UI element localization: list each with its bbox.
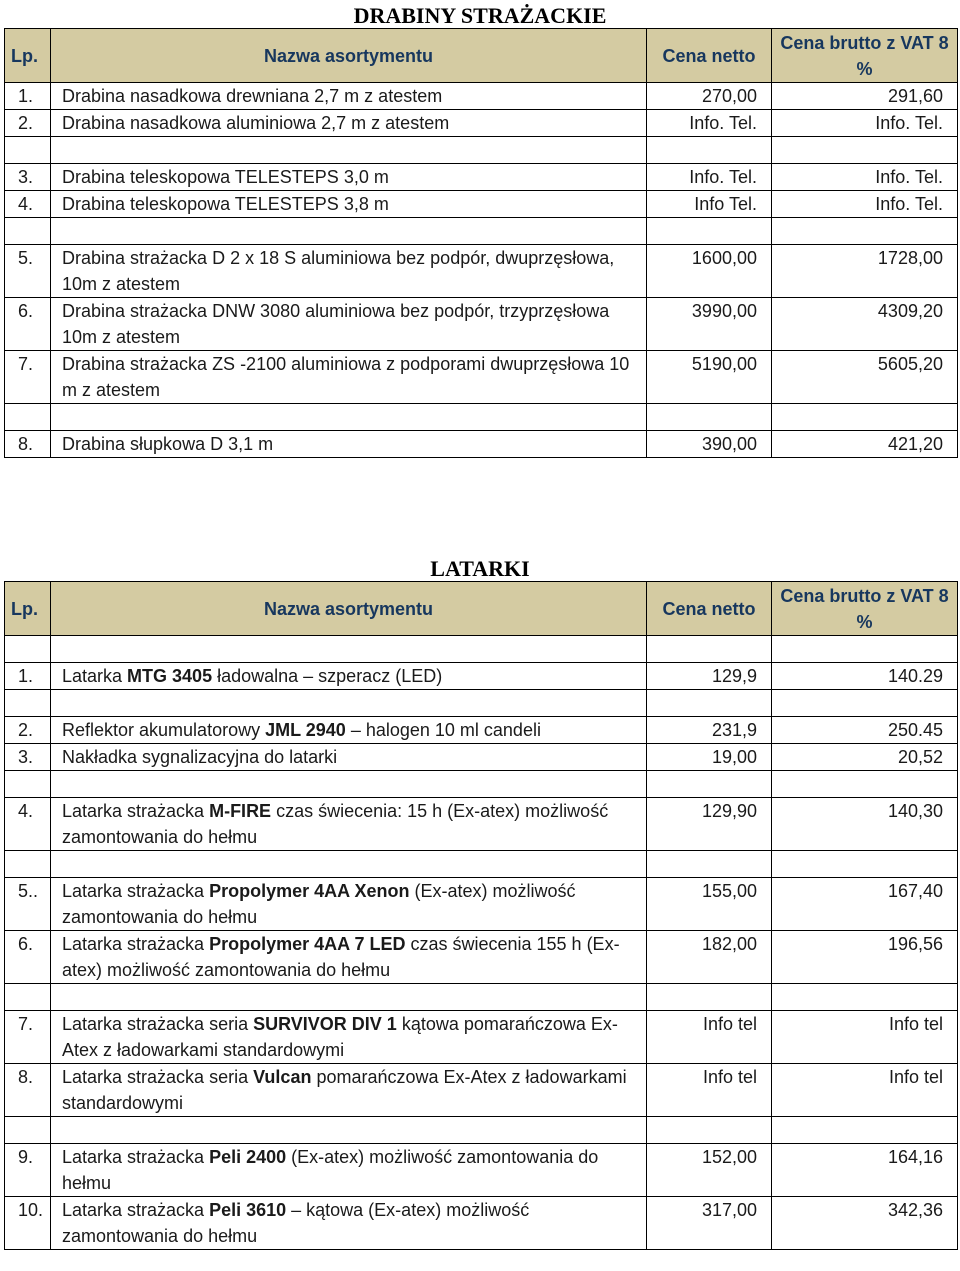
product-model: Peli 3610 xyxy=(209,1200,287,1220)
row-number: 3. xyxy=(5,744,51,771)
price-gross: 250.45 xyxy=(772,717,958,744)
price-gross: Info. Tel. xyxy=(772,110,958,137)
price-net: 3990,00 xyxy=(647,298,772,351)
row-number: 9. xyxy=(5,1144,51,1197)
product-name-text: Latarka strażacka xyxy=(62,1200,210,1220)
section-title-latarki: LATARKI xyxy=(430,556,530,581)
header-gross: Cena brutto z VAT 8 % xyxy=(772,29,958,83)
product-name: Drabina nasadkowa aluminiowa 2,7 m z atestem xyxy=(51,110,647,137)
product-name-detail: ładowalna – szperacz (LED) xyxy=(212,666,443,686)
product-name-text: Latarka xyxy=(62,666,128,686)
empty-cell xyxy=(647,218,772,245)
price-net: Info Tel. xyxy=(647,191,772,218)
product-name: Drabina strażacka D 2 x 18 S aluminiowa bez podpór, dwuprzęsłowa, 10m z atestem xyxy=(51,245,647,298)
empty-cell xyxy=(51,218,647,245)
product-name-text: Latarka strażacka seria xyxy=(62,1067,254,1087)
empty-cell xyxy=(51,984,647,1011)
product-model: Propolymer 4AA Xenon xyxy=(209,881,410,901)
table-row xyxy=(5,1011,958,1064)
price-gross: 140.29 xyxy=(772,663,958,690)
product-name xyxy=(51,931,647,984)
empty-cell xyxy=(5,771,51,798)
product-name-text: Latarka strażacka seria xyxy=(62,1014,254,1034)
product-model: Propolymer 4AA 7 LED xyxy=(209,934,406,954)
empty-cell xyxy=(647,636,772,663)
price-net: 182,00 xyxy=(647,931,772,984)
product-model: SURVIVOR DIV 1 xyxy=(253,1014,397,1034)
table-row xyxy=(5,245,958,298)
product-name-detail: – halogen 10 ml candeli xyxy=(345,720,541,740)
price-net: 231,9 xyxy=(647,717,772,744)
price-net: 129,9 xyxy=(647,663,772,690)
empty-cell xyxy=(5,851,51,878)
product-name xyxy=(51,744,647,771)
product-name: Drabina strażacka ZS -2100 aluminiowa z podporami dwuprzęsłowa 10 m z atestem xyxy=(51,351,647,404)
table-row xyxy=(5,298,958,351)
row-number: 2. xyxy=(5,717,51,744)
product-name: Drabina nasadkowa drewniana 2,7 m z atestem xyxy=(51,83,647,110)
empty-row xyxy=(5,636,958,663)
product-name xyxy=(51,798,647,851)
row-number: 10. xyxy=(5,1197,51,1250)
row-number: 3. xyxy=(5,164,51,191)
price-gross: Info tel xyxy=(772,1064,958,1117)
table-row xyxy=(5,798,958,851)
product-name xyxy=(51,1064,647,1117)
price-gross: 291,60 xyxy=(772,83,958,110)
empty-row xyxy=(5,218,958,245)
product-name: Drabina strażacka DNW 3080 aluminiowa bez podpór, trzyprzęsłowa 10m z atestem xyxy=(51,298,647,351)
empty-cell xyxy=(647,851,772,878)
product-model: JML 2940 xyxy=(265,720,346,740)
product-name xyxy=(51,1197,647,1250)
empty-cell xyxy=(772,404,958,431)
empty-cell xyxy=(647,771,772,798)
empty-cell xyxy=(5,984,51,1011)
table-row xyxy=(5,351,958,404)
product-name-detail: (Ex-atex) możliwość zamontowania do hełmu xyxy=(62,881,576,927)
product-name-detail: pomarańczowa Ex-Atex z ładowarkami standardowymi xyxy=(62,1067,627,1113)
product-name-detail: czas świecenia: 15 h (Ex-atex) możliwość zamontowania do hełmu xyxy=(62,801,609,847)
empty-cell xyxy=(772,771,958,798)
empty-cell xyxy=(647,1117,772,1144)
product-name xyxy=(51,1011,647,1064)
row-number: 7. xyxy=(5,351,51,404)
empty-cell xyxy=(51,636,647,663)
product-name xyxy=(51,717,647,744)
price-gross: 342,36 xyxy=(772,1197,958,1250)
table-row xyxy=(5,83,958,110)
product-name-text: Latarka strażacka xyxy=(62,881,210,901)
price-gross: 5605,20 xyxy=(772,351,958,404)
table-row xyxy=(5,1144,958,1197)
empty-cell xyxy=(51,404,647,431)
empty-cell xyxy=(51,771,647,798)
row-number: 7. xyxy=(5,1011,51,1064)
price-gross: 164,16 xyxy=(772,1144,958,1197)
empty-cell xyxy=(772,137,958,164)
row-number: 1. xyxy=(5,83,51,110)
product-name: Drabina teleskopowa TELESTEPS 3,8 m xyxy=(51,191,647,218)
price-gross: 1728,00 xyxy=(772,245,958,298)
product-model: Vulcan xyxy=(253,1067,312,1087)
price-net: Info. Tel. xyxy=(647,164,772,191)
empty-row xyxy=(5,1117,958,1144)
product-name: Drabina teleskopowa TELESTEPS 3,0 m xyxy=(51,164,647,191)
table-header-row xyxy=(5,29,958,83)
empty-cell xyxy=(647,137,772,164)
price-gross: 4309,20 xyxy=(772,298,958,351)
table-row xyxy=(5,110,958,137)
empty-cell xyxy=(772,851,958,878)
product-model: M-FIRE xyxy=(209,801,272,821)
empty-cell xyxy=(51,690,647,717)
table-row xyxy=(5,663,958,690)
empty-row xyxy=(5,137,958,164)
product-model: MTG 3405 xyxy=(127,666,213,686)
table-row xyxy=(5,931,958,984)
price-net: 1600,00 xyxy=(647,245,772,298)
empty-cell xyxy=(772,1117,958,1144)
price-net: 129,90 xyxy=(647,798,772,851)
table-row xyxy=(5,431,958,458)
empty-cell xyxy=(5,1117,51,1144)
empty-row xyxy=(5,404,958,431)
empty-cell xyxy=(5,218,51,245)
product-name-text: Nakładka sygnalizacyjna do latarki xyxy=(62,747,338,767)
row-number: 1. xyxy=(5,663,51,690)
price-net: 390,00 xyxy=(647,431,772,458)
empty-cell xyxy=(772,690,958,717)
empty-cell xyxy=(647,404,772,431)
price-gross: Info tel xyxy=(772,1011,958,1064)
table-row xyxy=(5,164,958,191)
price-net: 270,00 xyxy=(647,83,772,110)
product-name xyxy=(51,878,647,931)
table-row xyxy=(5,1197,958,1250)
price-net: Info. Tel. xyxy=(647,110,772,137)
row-number: 8. xyxy=(5,431,51,458)
row-number: 6. xyxy=(5,931,51,984)
empty-cell xyxy=(647,690,772,717)
table-row xyxy=(5,744,958,771)
header-gross: Cena brutto z VAT 8 % xyxy=(772,582,958,636)
empty-row xyxy=(5,851,958,878)
latarki-table xyxy=(4,581,958,1250)
row-number: 6. xyxy=(5,298,51,351)
price-gross: 20,52 xyxy=(772,744,958,771)
empty-row xyxy=(5,771,958,798)
price-net: Info tel xyxy=(647,1011,772,1064)
product-name-text: Reflektor akumulatorowy xyxy=(62,720,266,740)
drabiny-table xyxy=(4,28,958,458)
empty-cell xyxy=(647,984,772,1011)
empty-cell xyxy=(772,218,958,245)
price-net: 19,00 xyxy=(647,744,772,771)
empty-cell xyxy=(772,636,958,663)
product-name-text: Latarka strażacka xyxy=(62,934,210,954)
empty-cell xyxy=(5,690,51,717)
product-name xyxy=(51,1144,647,1197)
empty-row xyxy=(5,690,958,717)
table-header-row xyxy=(5,582,958,636)
price-net: 317,00 xyxy=(647,1197,772,1250)
price-gross: Info. Tel. xyxy=(772,191,958,218)
table-row xyxy=(5,717,958,744)
product-name xyxy=(51,663,647,690)
row-number: 8. xyxy=(5,1064,51,1117)
row-number: 4. xyxy=(5,798,51,851)
price-gross: 140,30 xyxy=(772,798,958,851)
price-gross: Info. Tel. xyxy=(772,164,958,191)
row-number: 5.. xyxy=(5,878,51,931)
empty-cell xyxy=(51,137,647,164)
header-lp: Lp. xyxy=(5,29,51,83)
table-row xyxy=(5,878,958,931)
section-title-drabiny: DRABINY STRAŻACKIE xyxy=(353,3,607,28)
table-row xyxy=(5,191,958,218)
header-net: Cena netto xyxy=(647,582,772,636)
empty-cell xyxy=(5,404,51,431)
header-net: Cena netto xyxy=(647,29,772,83)
price-net: Info tel xyxy=(647,1064,772,1117)
product-name-detail: czas świecenia 155 h (Ex-atex) możliwość zamontowania do hełmu xyxy=(62,934,620,980)
product-name-detail: kątowa pomarańczowa Ex- Atex z ładowarkami standardowymi xyxy=(62,1014,618,1060)
price-net: 5190,00 xyxy=(647,351,772,404)
empty-cell xyxy=(51,1117,647,1144)
product-name-text: Latarka strażacka xyxy=(62,1147,210,1167)
empty-cell xyxy=(772,984,958,1011)
product-name-detail: – kątowa (Ex-atex) możliwość zamontowania do hełmu xyxy=(62,1200,530,1246)
price-net: 155,00 xyxy=(647,878,772,931)
empty-cell xyxy=(5,636,51,663)
header-name: Nazwa asortymentu xyxy=(51,582,647,636)
header-name: Nazwa asortymentu xyxy=(51,29,647,83)
price-gross: 167,40 xyxy=(772,878,958,931)
product-model: Peli 2400 xyxy=(209,1147,287,1167)
product-name-text: Latarka strażacka xyxy=(62,801,210,821)
row-number: 4. xyxy=(5,191,51,218)
empty-cell xyxy=(51,851,647,878)
price-gross: 421,20 xyxy=(772,431,958,458)
empty-row xyxy=(5,984,958,1011)
header-lp: Lp. xyxy=(5,582,51,636)
product-name-detail: (Ex-atex) możliwość zamontowania do hełmu xyxy=(62,1147,599,1193)
row-number: 2. xyxy=(5,110,51,137)
price-net: 152,00 xyxy=(647,1144,772,1197)
empty-cell xyxy=(5,137,51,164)
table-row xyxy=(5,1064,958,1117)
price-gross: 196,56 xyxy=(772,931,958,984)
row-number: 5. xyxy=(5,245,51,298)
product-name: Drabina słupkowa D 3,1 m xyxy=(51,431,647,458)
